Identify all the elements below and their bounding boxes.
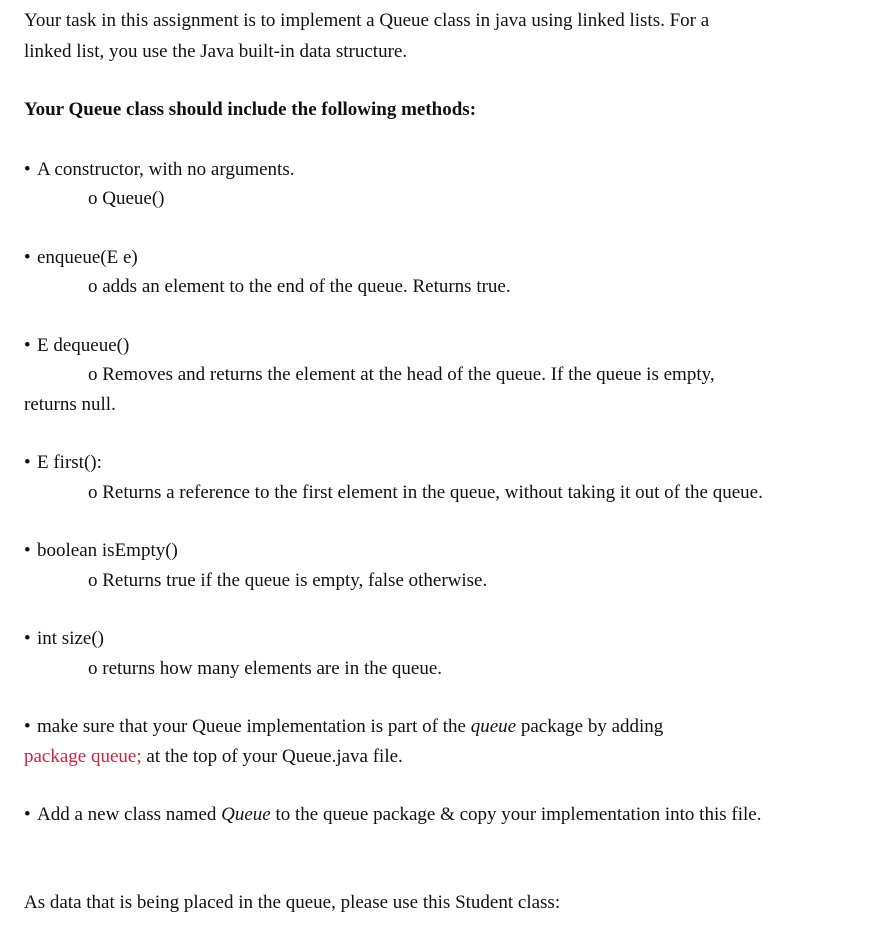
bullet-icon: • (24, 452, 31, 473)
package-note-post: package by adding (516, 716, 664, 737)
package-code: package queue; (24, 746, 142, 767)
list-item-is-empty (24, 540, 178, 562)
bullet-icon: • (24, 716, 31, 737)
list-item-first (24, 452, 102, 474)
list-item-constructor (24, 159, 294, 181)
add-class-note (24, 804, 761, 826)
item-title: E dequeue() (37, 335, 130, 356)
package-note (24, 716, 663, 738)
list-item-enqueue (24, 247, 138, 269)
package-note-pre: make sure that your Queue implementation is part of the (37, 716, 471, 737)
bullet-icon: • (24, 335, 31, 356)
bullet-icon: • (24, 540, 31, 561)
bullet-icon: • (24, 804, 31, 825)
item-title: boolean isEmpty() (37, 540, 178, 561)
item-detail: o Removes and returns the element at the head of the queue. If the queue is empty, (88, 364, 715, 385)
student-class-line: As data that is being placed in the queue, please use this Student class: (24, 892, 561, 913)
item-detail-continued: returns null. (24, 394, 116, 415)
item-detail: o Returns true if the queue is empty, false otherwise. (88, 570, 488, 591)
class-name-emphasis: Queue (221, 804, 271, 825)
intro-line-2: linked list, you use the Java built-in data structure. (24, 41, 408, 62)
item-title: enqueue(E e) (37, 247, 138, 268)
package-note-line-2 (24, 746, 403, 768)
bullet-icon: • (24, 628, 31, 649)
item-detail: o returns how many elements are in the queue. (88, 658, 443, 679)
methods-heading: Your Queue class should include the following methods: (24, 99, 477, 120)
item-detail: o Returns a reference to the first element in the queue, without taking it out of the queue. (88, 482, 763, 503)
item-detail: o adds an element to the end of the queue. Returns true. (88, 276, 511, 297)
package-note-after: at the top of your Queue.java file. (141, 746, 403, 767)
item-detail: o Queue() (88, 188, 165, 209)
intro-line-1: Your task in this assignment is to implement a Queue class in java using linked lists. For a (24, 10, 710, 31)
add-class-post: to the queue package & copy your implementation into this file. (270, 804, 762, 825)
item-title: int size() (37, 628, 105, 649)
list-item-size (24, 628, 104, 650)
item-title: E first(): (37, 452, 102, 473)
item-title: A constructor, with no arguments. (37, 159, 295, 180)
add-class-pre: Add a new class named (37, 804, 222, 825)
package-name-emphasis: queue (470, 716, 517, 737)
bullet-icon: • (24, 159, 31, 180)
bullet-icon: • (24, 247, 31, 268)
list-item-dequeue (24, 335, 129, 357)
